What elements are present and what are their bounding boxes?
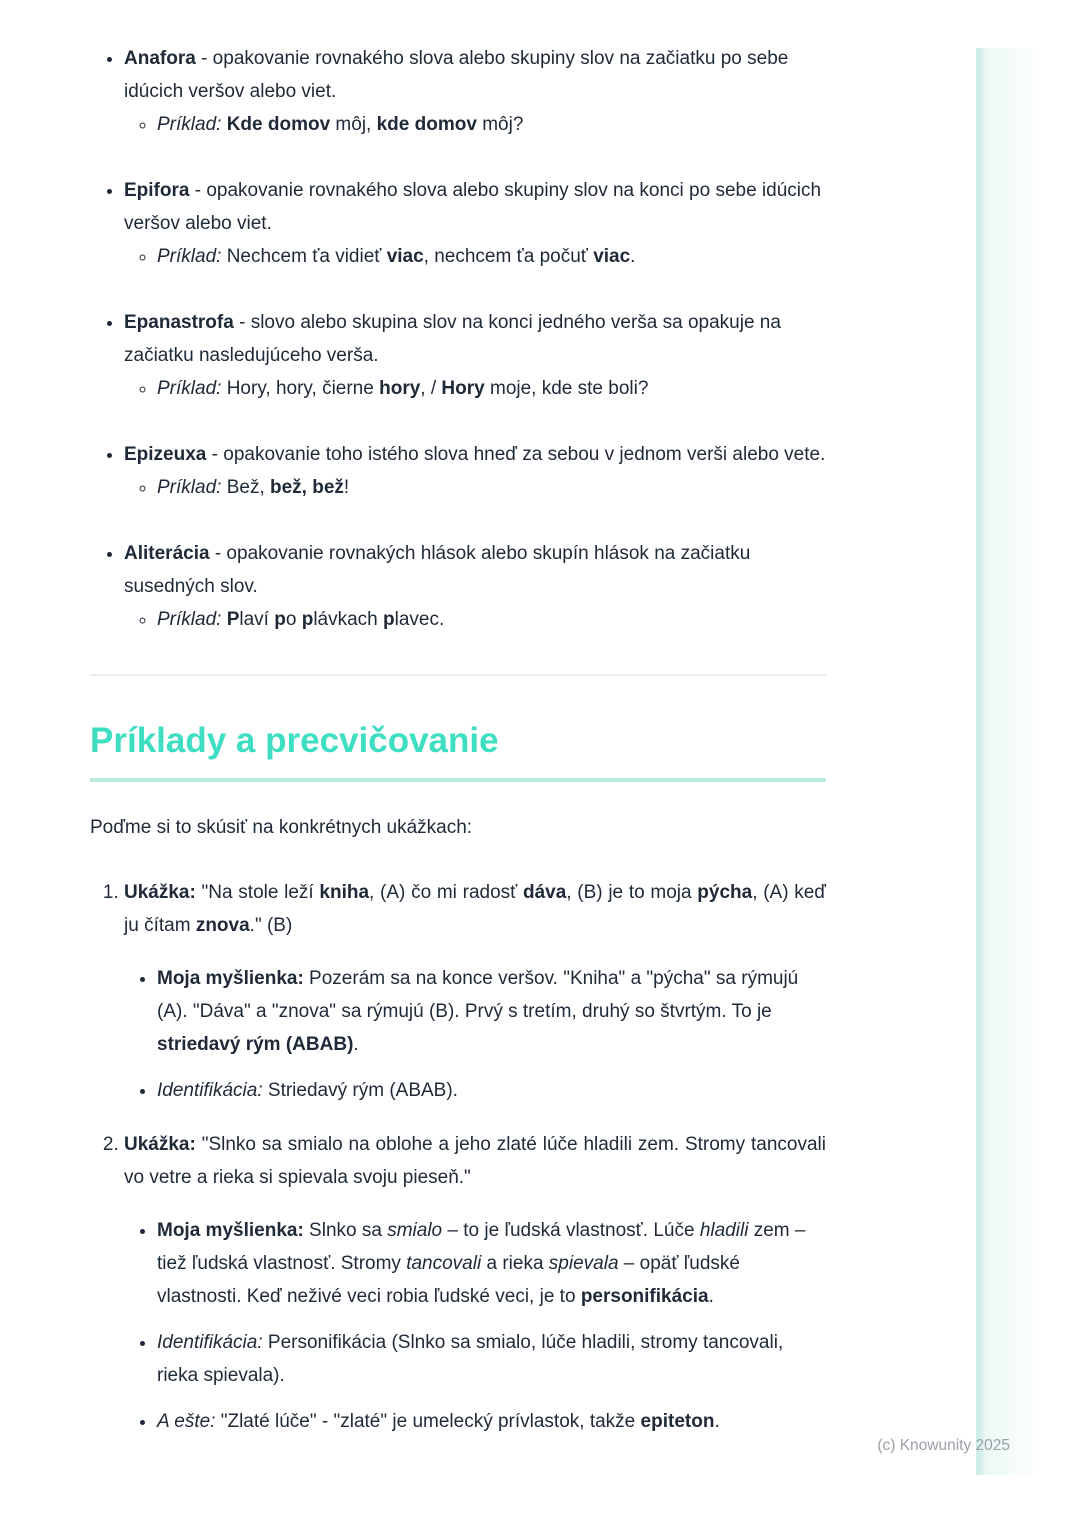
exercise-note <box>157 1214 826 1313</box>
term-definition: • Aliterácia - opakovanie rovnakých hlások alebo skupín hlások na začiatku susedných slov. <box>124 543 751 597</box>
list-item-epizeuxa <box>124 438 826 504</box>
section-heading: Príklady a precvičovanie <box>90 721 499 760</box>
example-item <box>157 240 826 273</box>
note-text: • Identifikácia: Personifikácia (Slnko sa smialo, lúče hladili, stromy tancovali, rieka spievala). <box>157 1332 784 1386</box>
term-definition: • Anafora - opakovanie rovnakého slova alebo skupiny slov na začiatku po sebe idúcich veršov alebo viet. <box>124 48 789 102</box>
example-text: ◦ Príklad: Kde domov môj, kde domov môj? <box>157 114 524 135</box>
note-text: • A ešte: "Zlaté lúče" - "zlaté" je umelecký prívlastok, takže epiteton. <box>157 1411 720 1432</box>
list-item-epanastrofa <box>124 306 826 405</box>
exercise-sample: 2. Ukážka: "Slnko sa smialo na oblohe a jeho zlaté lúče hladili zem. Stromy tancovali vo vetre a rieka si spievala svoju pieseň." <box>124 1134 826 1188</box>
example-item <box>157 372 826 405</box>
decorative-side-bar <box>976 48 1033 1475</box>
exercise-note <box>157 1405 826 1438</box>
note-text: • Moja myšlienka: Slnko sa smialo – to je ľudská vlastnosť. Lúče hladili zem – tiež ľudská vlastnosť. Stromy tancovali a rieka spievala – opäť ľudské vlastnosti. Keď neživé veci robia ľudské veci, je to personifikácia. <box>157 1220 806 1307</box>
document-content <box>90 42 826 1438</box>
example-item <box>157 108 826 141</box>
example-item <box>157 603 826 636</box>
example-text: ◦ Príklad: Nechcem ťa vidieť viac, nechcem ťa počuť viac. <box>157 246 636 267</box>
term-definition: • Epizeuxa - opakovanie toho istého slova hneď za sebou v jednom verši alebo vete. <box>124 444 826 465</box>
section-divider <box>90 674 826 676</box>
note-text: • Moja myšlienka: Pozerám sa na konce veršov. "Kniha" a "pýcha" sa rýmujú (A). "Dáva" a "znova" sa rýmujú (B). Prvý s tretím, druhý so štvrtým. To je striedavý rým (ABAB). <box>157 968 799 1055</box>
example-item <box>157 471 826 504</box>
note-text: • Identifikácia: Striedavý rým (ABAB). <box>157 1080 458 1101</box>
list-item-aliteracia <box>124 537 826 636</box>
heading-underline <box>90 778 826 782</box>
example-text: ◦ Príklad: Hory, hory, čierne hory, / Hory moje, kde ste boli? <box>157 378 649 399</box>
list-item-anafora <box>124 42 826 141</box>
example-text: ◦ Príklad: Bež, bež, bež! <box>157 477 350 498</box>
exercise-note <box>157 962 826 1061</box>
exercise-item-2 <box>124 1128 826 1438</box>
term-definition: • Epanastrofa - slovo alebo skupina slov na konci jedného verša sa opakuje na začiatku nasledujúceho verša. <box>124 312 781 366</box>
exercise-list <box>90 876 826 1438</box>
exercise-note <box>157 1074 826 1107</box>
copyright-footer: (c) Knowunity 2025 <box>877 1437 1010 1454</box>
intro-text: Poďme si to skúsiť na konkrétnych ukážkach: <box>90 817 473 838</box>
exercise-sample: 1. Ukážka: "Na stole leží kniha, (A) čo mi radosť dáva, (B) je to moja pýcha, (A) keď ju čítam znova." (B) <box>124 882 826 936</box>
list-item-epifora <box>124 174 826 273</box>
figures-of-speech-list <box>90 42 826 636</box>
exercise-item-1 <box>124 876 826 1107</box>
term-definition: • Epifora - opakovanie rovnakého slova alebo skupiny slov na konci po sebe idúcich veršov alebo viet. <box>124 180 822 234</box>
example-text: ◦ Príklad: Plaví po plávkach plavec. <box>157 609 445 630</box>
exercise-note <box>157 1326 826 1392</box>
